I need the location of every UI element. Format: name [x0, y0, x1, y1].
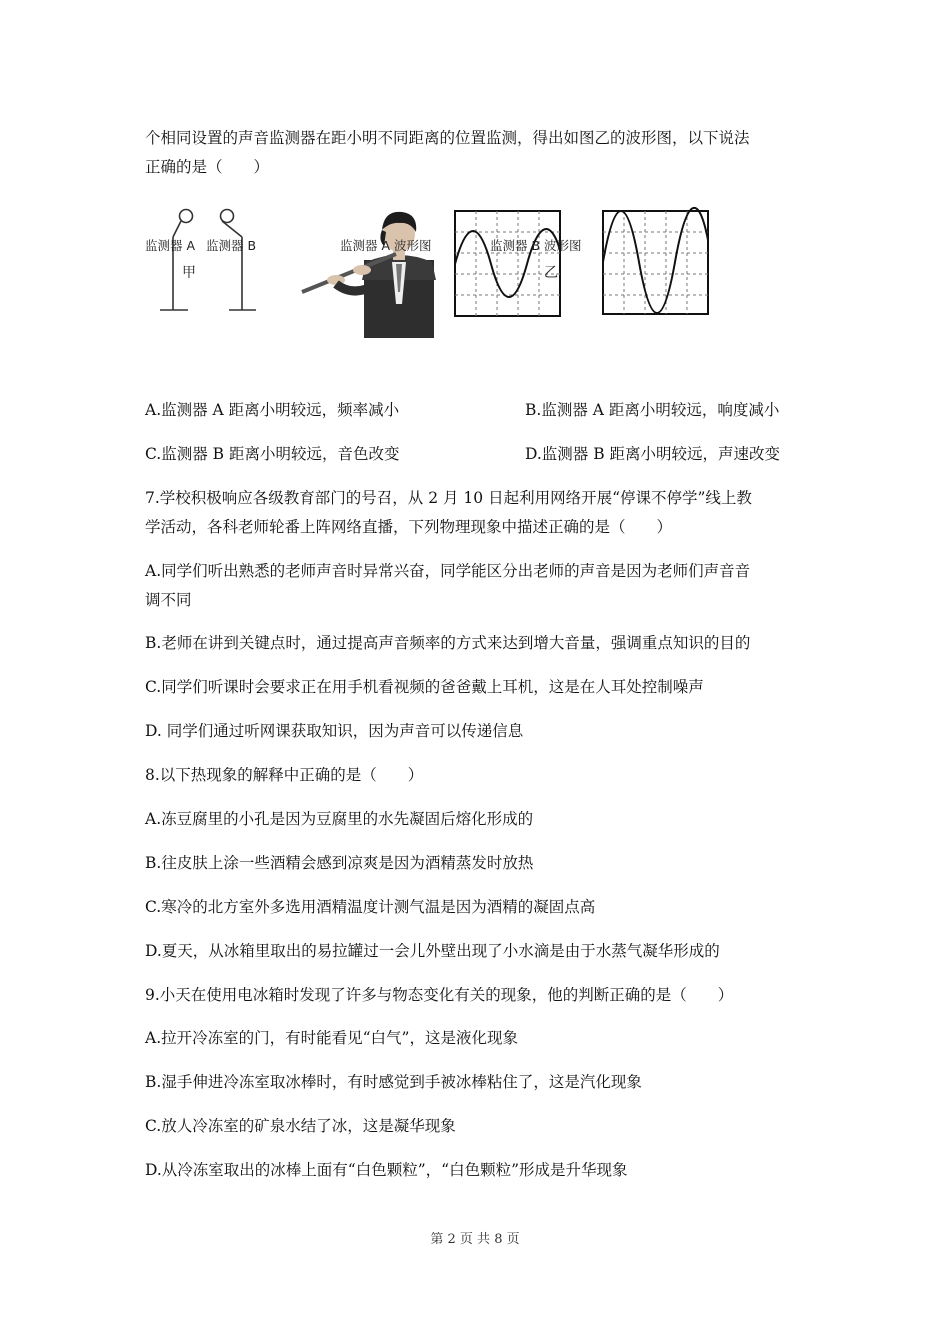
label-waveform-b: 监测器 B 波形图: [490, 238, 582, 253]
q7-option-c: C.同学们听课时会要求正在用手机看视频的爸爸戴上耳机，这是在人耳处控制噪声: [145, 678, 704, 696]
monitor-b-icon: [221, 210, 257, 311]
label-waveform-a: 监测器 A 波形图: [340, 238, 432, 253]
q7-option-d: D. 同学们通过听网课获取知识，因为声音可以传递信息: [145, 722, 524, 740]
q6-option-b: B.监测器 A 距离小明较远，响度减小: [525, 401, 780, 419]
q9-option-d: D.从冷冻室取出的冰棒上面有“白色颗粒”，“白色颗粒”形成是升华现象: [145, 1161, 628, 1179]
q7-stem-line-1: 7.学校积极响应各级教育部门的号召，从 2 月 10 日起利用网络开展“停课不停学”线上教: [145, 489, 752, 507]
q9-option-b: B.湿手伸进冷冻室取冰棒时，有时感觉到手被冰棒粘住了，这是汽化现象: [145, 1073, 642, 1091]
label-monitor-a: 监测器 A: [145, 238, 196, 253]
q8-option-d: D.夏天，从冰箱里取出的易拉罐过一会儿外壁出现了小水滴是由于水蒸气凝华形成的: [145, 942, 720, 960]
intro-line-2: 正确的是（ ）: [145, 158, 270, 176]
label-jia: 甲: [182, 265, 196, 281]
q8-option-b: B.往皮肤上涂一些酒精会感到凉爽是因为酒精蒸发时放热: [145, 854, 534, 872]
intro-line-1: 个相同设置的声音监测器在距小明不同距离的位置监测，得出如图乙的波形图，以下说法: [145, 129, 750, 147]
label-yi: 乙: [544, 265, 558, 281]
page-footer: 第 2 页 共 8 页: [430, 1232, 520, 1247]
q7-stem-line-2: 学活动，各科老师轮番上阵网络直播，下列物理现象中描述正确的是（ ）: [145, 518, 673, 536]
q7-option-a-line-2: 调不同: [145, 591, 192, 609]
q6-option-d: D.监测器 B 距离小明较远，声速改变: [525, 445, 781, 463]
q8-option-a: A.冻豆腐里的小孔是因为豆腐里的水先凝固后熔化形成的: [145, 810, 534, 828]
q6-option-c: C.监测器 B 距离小明较远，音色改变: [145, 445, 400, 463]
q7-option-a-line-1: A.同学们听出熟悉的老师声音时异常兴奋，同学能区分出老师的声音是因为老师们声音音: [145, 562, 751, 580]
figure-drawing: [140, 200, 720, 350]
label-monitor-b: 监测器 B: [206, 238, 257, 253]
waveform-b-chart: [603, 208, 708, 314]
q9-option-c: C.放人冷冻室的矿泉水结了冰，这是凝华现象: [145, 1117, 456, 1135]
q9-stem: 9.小天在使用电冰箱时发现了许多与物态变化有关的现象，他的判断正确的是（ ）: [145, 986, 734, 1004]
q7-option-b: B.老师在讲到关键点时，通过提高声音频率的方式来达到增大音量，强调重点知识的目的: [145, 634, 751, 652]
q6-option-a: A.监测器 A 距离小明较远，频率减小: [145, 401, 400, 419]
flute-player-illustration: [302, 212, 436, 338]
q9-option-a: A.拉开冷冻室的门，有时能看见“白气”，这是液化现象: [145, 1029, 518, 1047]
monitor-a-icon: [160, 210, 193, 311]
q8-option-c: C.寒冷的北方室外多选用酒精温度计测气温是因为酒精的凝固点高: [145, 898, 596, 916]
question-figure: [140, 200, 720, 350]
q8-stem: 8.以下热现象的解释中正确的是（ ）: [145, 766, 424, 784]
